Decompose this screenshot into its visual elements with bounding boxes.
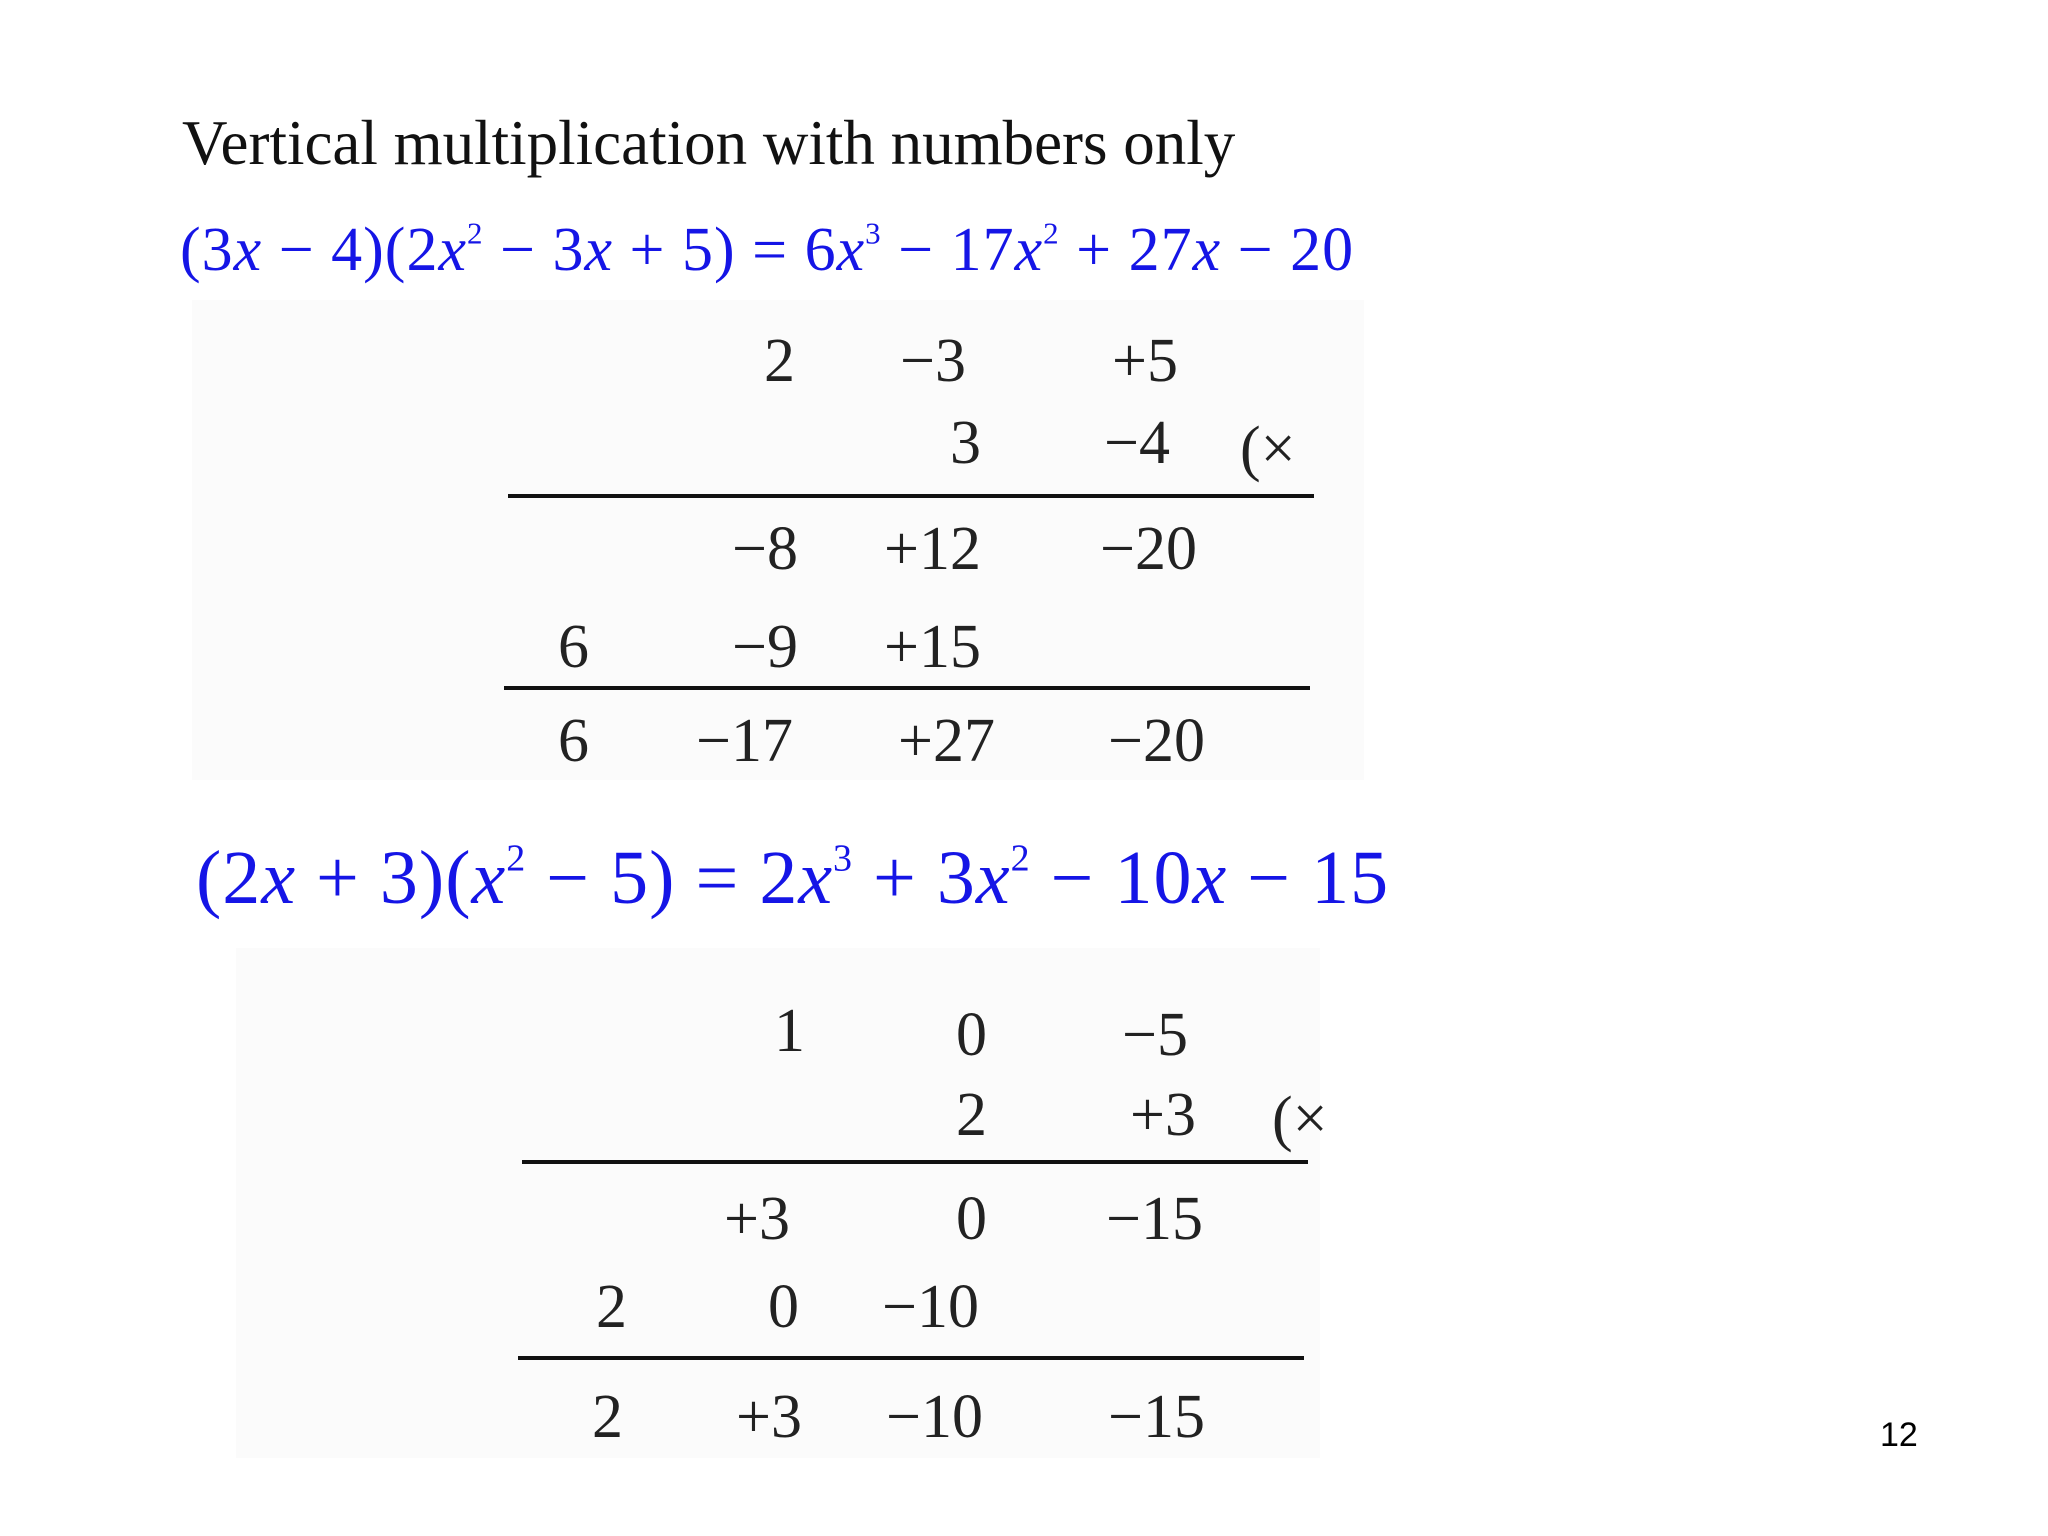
coefficient: −4 [1104, 409, 1170, 477]
coefficient: 2 [764, 327, 795, 395]
divider-line [508, 494, 1314, 498]
equals-sign: = [695, 836, 760, 921]
multiply-marker: (× [1272, 1085, 1328, 1153]
partial-product: −9 [732, 613, 798, 681]
equation-1-rhs: $6x^3 - 17x^2 + 27x - 20$ [804, 216, 1355, 285]
result-coefficient: +3 [736, 1383, 802, 1451]
partial-product: 2 [596, 1273, 627, 1341]
result-coefficient: −20 [1108, 707, 1205, 775]
partial-product: 6 [558, 613, 589, 681]
coefficient: 2 [956, 1081, 987, 1149]
partial-product: +15 [884, 613, 981, 681]
divider-line [522, 1160, 1308, 1164]
result-coefficient: 6 [558, 707, 589, 775]
result-coefficient: 2 [592, 1383, 623, 1451]
partial-product: 0 [768, 1273, 799, 1341]
partial-product: +12 [884, 515, 981, 583]
multiply-marker: (× [1240, 415, 1296, 483]
coefficient: +3 [1130, 1081, 1196, 1149]
slide-title: Vertical multiplication with numbers only [182, 108, 1236, 178]
equation-1-lhs: $(3x - 4)(2x^2 - 3x + 5)$ [180, 216, 736, 285]
partial-product: −10 [882, 1273, 979, 1341]
partial-product: −20 [1100, 515, 1197, 583]
coefficient: 0 [956, 1001, 987, 1069]
equation-2-rhs: $2x^3 + 3x^2 - 10x - 15$ [759, 836, 1390, 921]
coefficient: 3 [950, 409, 981, 477]
result-coefficient: +27 [898, 707, 995, 775]
vertical-multiplication-2 [236, 948, 1328, 1458]
equals-sign: = [752, 216, 805, 285]
divider-line [504, 686, 1310, 690]
partial-product: −8 [732, 515, 798, 583]
coefficient: +5 [1112, 327, 1178, 395]
coefficient: −3 [900, 327, 966, 395]
partial-product: 0 [956, 1185, 987, 1253]
result-coefficient: −17 [696, 707, 793, 775]
partial-product: +3 [724, 1185, 790, 1253]
equation-2-lhs: $(2x + 3)(x^2 - 5)$ [196, 836, 676, 921]
equation-2 [196, 836, 1390, 921]
equation-1 [180, 216, 1355, 285]
result-coefficient: −15 [1108, 1383, 1205, 1451]
partial-product: −15 [1106, 1185, 1203, 1253]
divider-line [518, 1356, 1304, 1360]
coefficient: −5 [1122, 1001, 1188, 1069]
vertical-multiplication-1 [192, 300, 1364, 780]
page-number: 12 [1880, 1416, 1918, 1454]
result-coefficient: −10 [886, 1383, 983, 1451]
coefficient: 1 [774, 997, 805, 1065]
